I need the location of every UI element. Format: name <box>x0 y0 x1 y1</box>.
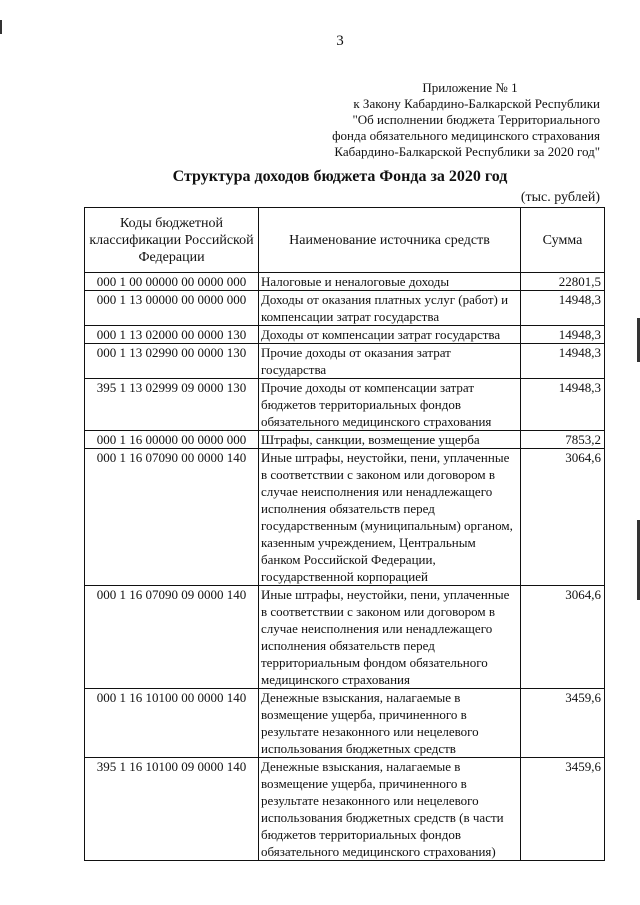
row-name: Доходы от оказания платных услуг (работ) и компенсации затрат государства <box>259 291 521 326</box>
row-code: 000 1 13 00000 00 0000 000 <box>85 291 259 326</box>
row-code: 000 1 16 07090 00 0000 140 <box>85 449 259 586</box>
row-name: Иные штрафы, неустойки, пени, уплаченные в соответствии с законом или договором в случае неисполнения или ненадлежащего исполнения обязательств перед государственным (муниципальным) органом, казенным учреждением, Центральным банком Российской Федерации, государственной корпорацией <box>259 449 521 586</box>
row-sum: 3459,6 <box>521 758 605 861</box>
page-number: 3 <box>336 33 344 49</box>
table-header-row <box>85 208 605 273</box>
row-code: 000 1 13 02000 00 0000 130 <box>85 326 259 344</box>
appendix-block <box>320 80 600 160</box>
table-row <box>85 273 605 291</box>
row-name: Прочие доходы от компенсации затрат бюджетов территориальных фондов обязательного медицинского страхования <box>259 379 521 431</box>
row-code: 000 1 00 00000 00 0000 000 <box>85 273 259 291</box>
table-row <box>85 379 605 431</box>
appendix-line-1: Приложение № 1 <box>422 80 518 95</box>
row-sum: 14948,3 <box>521 344 605 379</box>
row-sum: 14948,3 <box>521 291 605 326</box>
row-code: 000 1 16 10100 00 0000 140 <box>85 689 259 758</box>
row-name: Прочие доходы от оказания затрат государства <box>259 344 521 379</box>
revenue-table <box>84 207 605 861</box>
table-row <box>85 586 605 689</box>
appendix-line-2: к Закону Кабардино-Балкарской Республики <box>353 96 600 111</box>
row-code: 000 1 16 00000 00 0000 000 <box>85 431 259 449</box>
table-row <box>85 689 605 758</box>
appendix-line-3: "Об исполнении бюджета Территориального <box>352 112 600 127</box>
row-name: Денежные взыскания, налагаемые в возмещение ущерба, причиненного в результате незаконного или нецелевого использования бюджетных средств (в части бюджетов территориальных фондов обязательного медицинского страхования) <box>259 758 521 861</box>
table-row <box>85 449 605 586</box>
table-row <box>85 431 605 449</box>
row-sum: 3064,6 <box>521 586 605 689</box>
row-name: Штрафы, санкции, возмещение ущерба <box>259 431 521 449</box>
row-code: 395 1 16 10100 09 0000 140 <box>85 758 259 861</box>
row-sum: 14948,3 <box>521 379 605 431</box>
row-sum: 7853,2 <box>521 431 605 449</box>
row-sum: 3064,6 <box>521 449 605 586</box>
row-name: Доходы от компенсации затрат государства <box>259 326 521 344</box>
units-label: (тыс. рублей) <box>520 190 600 205</box>
row-code: 000 1 13 02990 00 0000 130 <box>85 344 259 379</box>
row-sum: 3459,6 <box>521 689 605 758</box>
row-code: 000 1 16 07090 09 0000 140 <box>85 586 259 689</box>
row-sum: 14948,3 <box>521 326 605 344</box>
row-name: Налоговые и неналоговые доходы <box>259 273 521 291</box>
scan-artifact <box>0 20 2 34</box>
row-sum: 22801,5 <box>521 273 605 291</box>
header-code: Коды бюджетной классификации Российской Федерации <box>85 208 259 273</box>
appendix-line-5: Кабардино-Балкарской Республики за 2020 год" <box>334 144 600 159</box>
row-code: 395 1 13 02999 09 0000 130 <box>85 379 259 431</box>
header-name: Наименование источника средств <box>259 208 521 273</box>
header-sum: Сумма <box>521 208 605 273</box>
document-title: Структура доходов бюджета Фонда за 2020 год <box>172 168 508 185</box>
table-row <box>85 758 605 861</box>
appendix-line-4: фонда обязательного медицинского страхования <box>332 128 600 143</box>
table-row <box>85 344 605 379</box>
table-row <box>85 326 605 344</box>
row-name: Денежные взыскания, налагаемые в возмещение ущерба, причиненного в результате незаконного или нецелевого использования бюджетных средств <box>259 689 521 758</box>
table-row <box>85 291 605 326</box>
row-name: Иные штрафы, неустойки, пени, уплаченные в соответствии с законом или договором в случае неисполнения или ненадлежащего исполнения обязательств перед территориальным фондом обязательного медицинского страхования <box>259 586 521 689</box>
